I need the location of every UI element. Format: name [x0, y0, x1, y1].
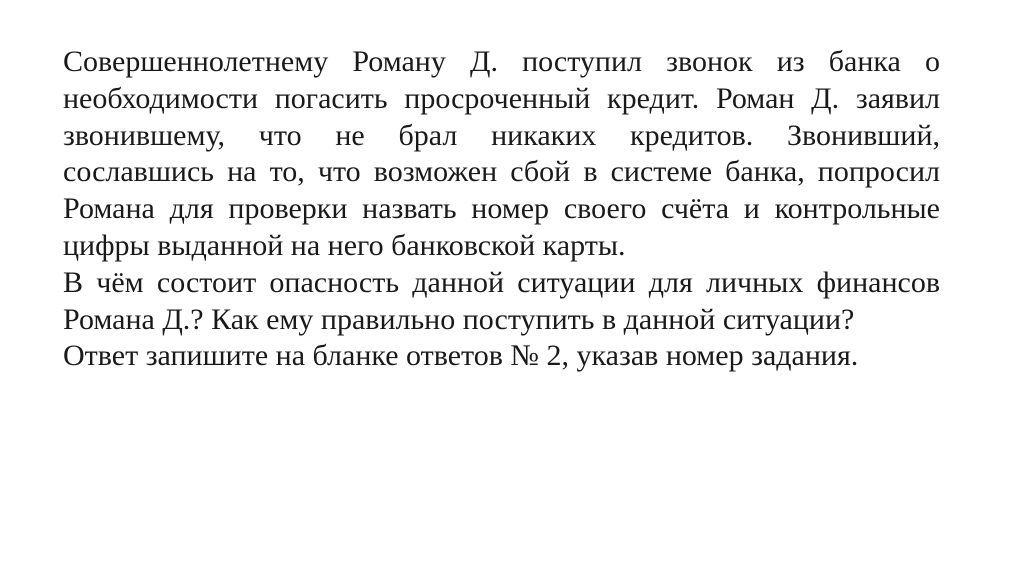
task-situation: Совершеннолетнему Роману Д. поступил звонок из банка о необходимости погасить просроченный кредит. Роман Д. заявил звонившему, что не брал никаких кредитов. Звонивший, сославшись на то, что возможен сбой в системе банка, попросил Романа для проверки назвать номер своего счёта и контрольные цифры выданной на него банковской карты. — [63, 45, 940, 262]
task-text — [63, 44, 940, 375]
task-question: В чём состоит опасность данной ситуации для личных финансов Романа Д.? Как ему правильно поступить в данной ситуации? — [63, 265, 940, 336]
task-instruction: Ответ запишите на бланке ответов № 2, указав номер задания. — [63, 339, 859, 373]
